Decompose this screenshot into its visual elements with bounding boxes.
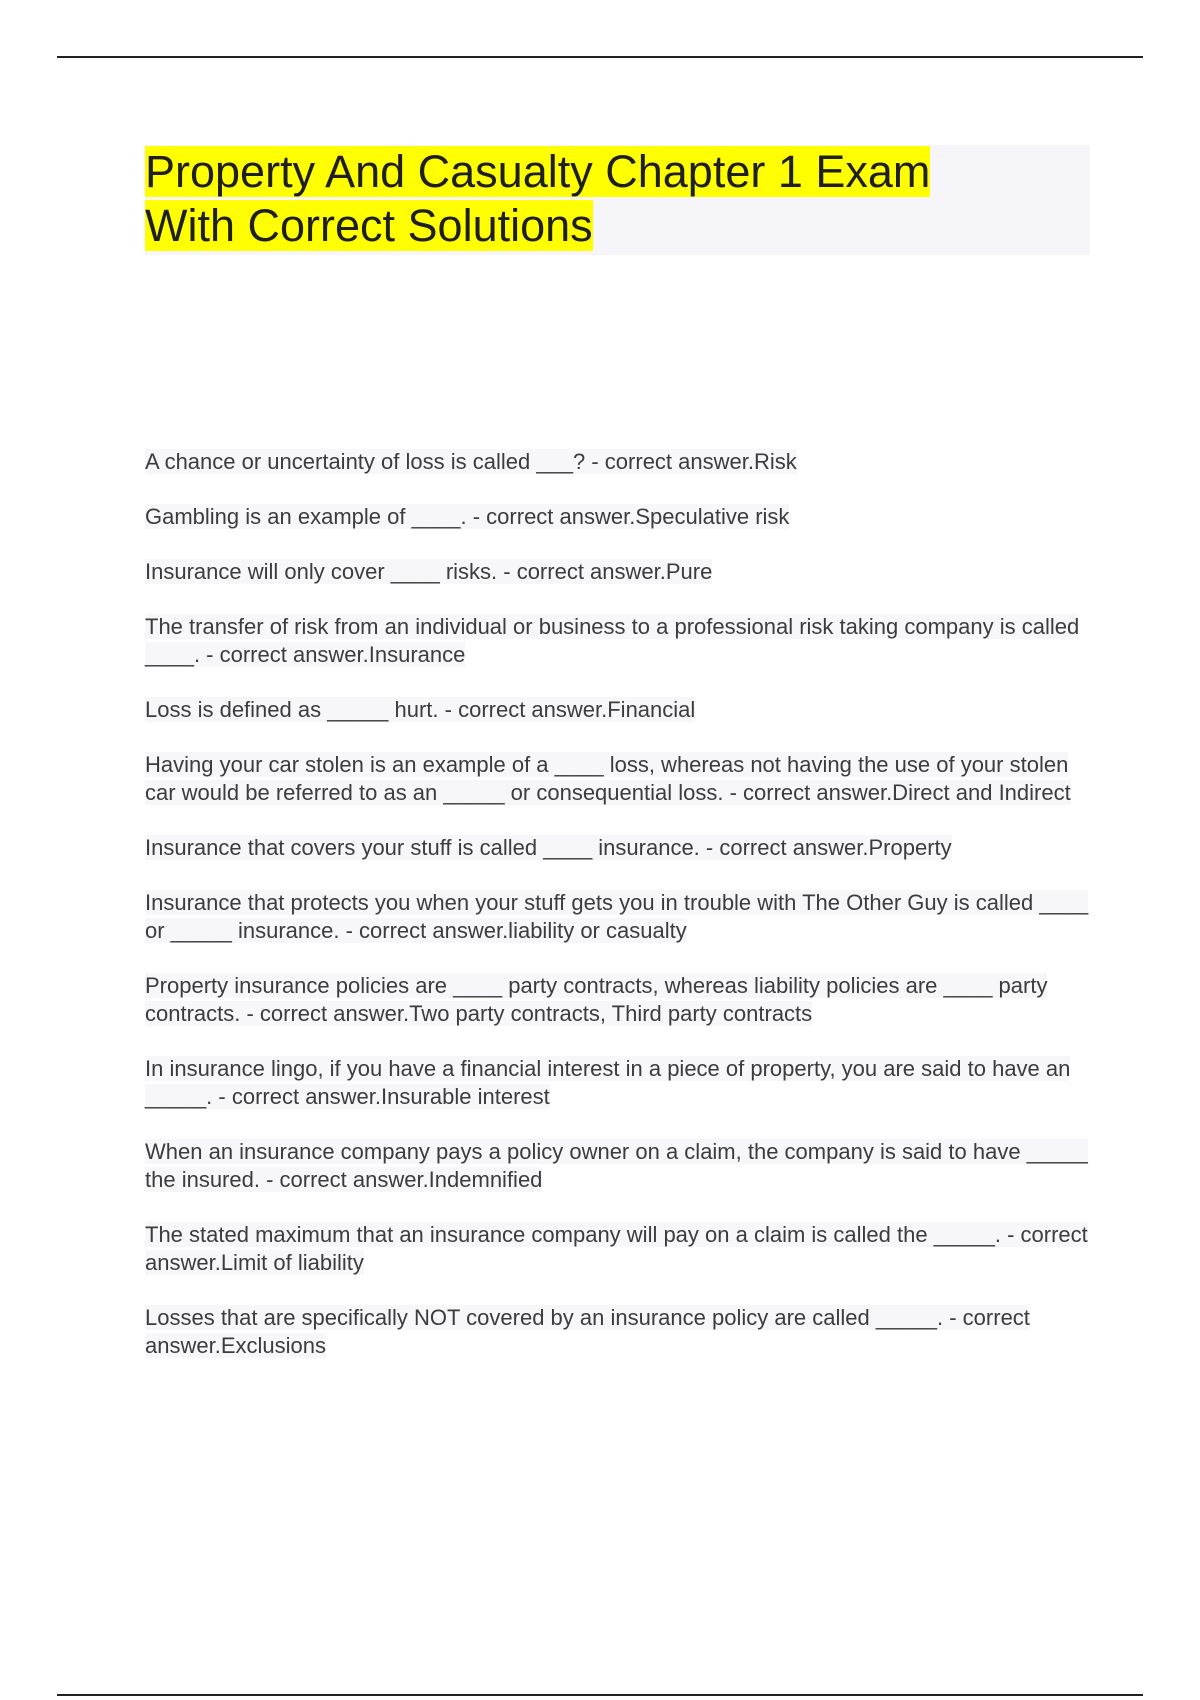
document-title [145,145,1090,253]
qa-item [145,1138,1095,1194]
qa-text: Property insurance policies are ____ party contracts, whereas liability policies are ____ party contracts. - correct answer.Two party contracts, Third party contracts [145,973,1048,1026]
qa-item [145,1304,1095,1360]
qa-item [145,503,1095,531]
title-line-2: With Correct Solutions [145,200,593,251]
qa-item [145,558,1095,586]
qa-text: The transfer of risk from an individual or business to a professional risk taking company is called ____. - correct answer.Insurance [145,614,1080,667]
qa-text: Gambling is an example of ____. - correct answer.Speculative risk [145,504,790,529]
qa-item [145,1055,1095,1111]
qa-text: The stated maximum that an insurance company will pay on a claim is called the _____. - correct answer.Limit of liability [145,1222,1088,1275]
qa-text: In insurance lingo, if you have a financial interest in a piece of property, you are said to have an _____. - correct answer.Insurable interest [145,1056,1071,1109]
title-block [145,145,1090,255]
bottom-rule [57,1694,1143,1696]
qa-item [145,751,1095,807]
qa-item [145,613,1095,669]
title-line-1: Property And Casualty Chapter 1 Exam [145,146,931,197]
qa-text: A chance or uncertainty of loss is called ___? - correct answer.Risk [145,449,797,474]
qa-item [145,696,1095,724]
qa-item [145,1221,1095,1277]
qa-text: Insurance will only cover ____ risks. - correct answer.Pure [145,559,713,584]
qa-item [145,889,1095,945]
qa-item [145,834,1095,862]
qa-text: Insurance that protects you when your stuff gets you in trouble with The Other Guy is called ____ or _____ insurance. - correct answer.liability or casualty [145,890,1089,943]
qa-item [145,972,1095,1028]
qa-item [145,448,1095,476]
qa-text: Loss is defined as _____ hurt. - correct answer.Financial [145,697,696,722]
qa-text: When an insurance company pays a policy owner on a claim, the company is said to have _____ the insured. - correct answer.Indemnified [145,1139,1088,1192]
qa-text: Having your car stolen is an example of a ____ loss, whereas not having the use of your stolen car would be referred to as an _____ or consequential loss. - correct answer.Direct and Indirect [145,752,1071,805]
qa-text: Insurance that covers your stuff is called ____ insurance. - correct answer.Property [145,835,952,860]
top-rule [57,56,1143,58]
qa-text: Losses that are specifically NOT covered by an insurance policy are called _____. - correct answer.Exclusions [145,1305,1030,1358]
question-answer-list [145,448,1095,1387]
